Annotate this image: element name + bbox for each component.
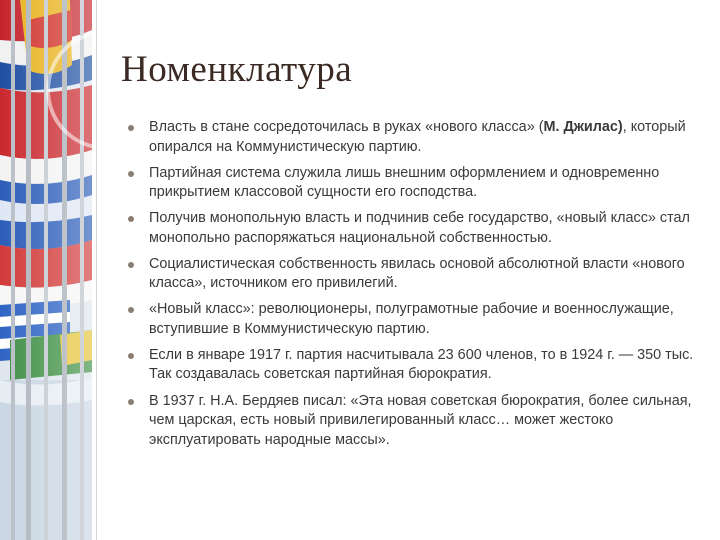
bullet-dot-icon xyxy=(128,125,134,131)
bullet-item: Получив монопольную власть и подчинив себе государство, «новый класс» стал монопольно распоряжаться национальной собственностью. xyxy=(124,209,698,248)
vertical-divider xyxy=(96,0,97,540)
bullet-item: Власть в стане сосредоточилась в руках «нового класса» (М. Джилас), который опирался на Коммунистическую партию. xyxy=(124,118,698,157)
bullet-list xyxy=(124,118,698,457)
slide-title: Номенклатура xyxy=(121,49,353,90)
bullet-dot-icon xyxy=(128,353,134,359)
bullet-item: Если в январе 1917 г. партия насчитывала 23 600 членов, то в 1924 г. — 350 тыс. Так создавалась советская партийная бюрократия. xyxy=(124,346,698,385)
bullet-dot-icon xyxy=(128,216,134,222)
bullet-dot-icon xyxy=(128,307,134,313)
bullet-item: «Новый класс»: революционеры, полуграмотные рабочие и военнослужащие, вступившие в Коммунистическую партию. xyxy=(124,300,698,339)
bullet-dot-icon xyxy=(128,262,134,268)
bullet-item: В 1937 г. Н.А. Бердяев писал: «Эта новая советская бюрократия, более сильная, чем царская, есть новый привилегированный класс… может жестоко эксплуатировать народные массы». xyxy=(124,392,698,451)
bullet-dot-icon xyxy=(128,171,134,177)
bullet-item: Партийная система служила лишь внешним оформлением и одновременно прикрытием классовой сущности его господства. xyxy=(124,164,698,203)
bullet-dot-icon xyxy=(128,399,134,405)
bullet-item: Социалистическая собственность явилась основой абсолютной власти «нового класса», источником его привилегий. xyxy=(124,255,698,294)
